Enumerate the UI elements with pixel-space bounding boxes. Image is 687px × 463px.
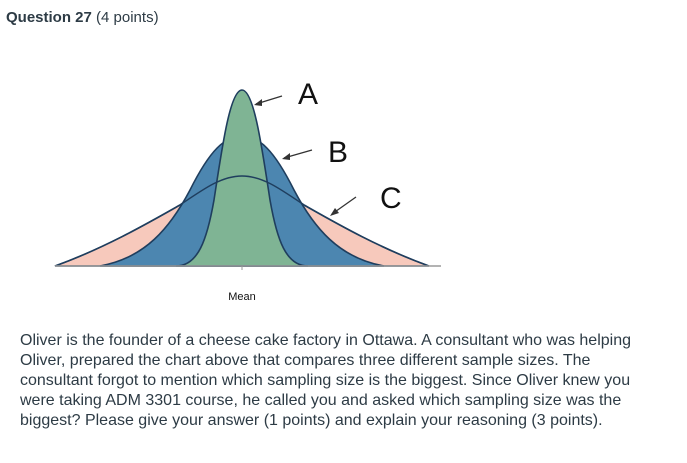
question-points: (4 points) xyxy=(96,9,159,26)
axis-label-mean: Mean xyxy=(228,291,256,303)
question-text: Oliver is the founder of a cheese cake factory in Ottawa. A consultant who was helping Oliver, prepared the chart above that compares three different sample sizes. The consultant forgot to mention which sampling size is the biggest. Since Oliver knew you were taking ADM 3301 course, he called you and asked which sampling size was the biggest? Please give your answer (1 points) and explain your reasoning (3 points). xyxy=(20,332,632,429)
pointer-c xyxy=(330,197,356,216)
pointer-a xyxy=(254,96,282,106)
pointer-b xyxy=(282,150,312,160)
question-body xyxy=(20,331,660,431)
curve-label-b: B xyxy=(328,136,349,169)
question-title: Question 27 xyxy=(6,9,92,26)
curve-label-c: C xyxy=(380,182,402,215)
curve-label-a: A xyxy=(298,78,319,111)
